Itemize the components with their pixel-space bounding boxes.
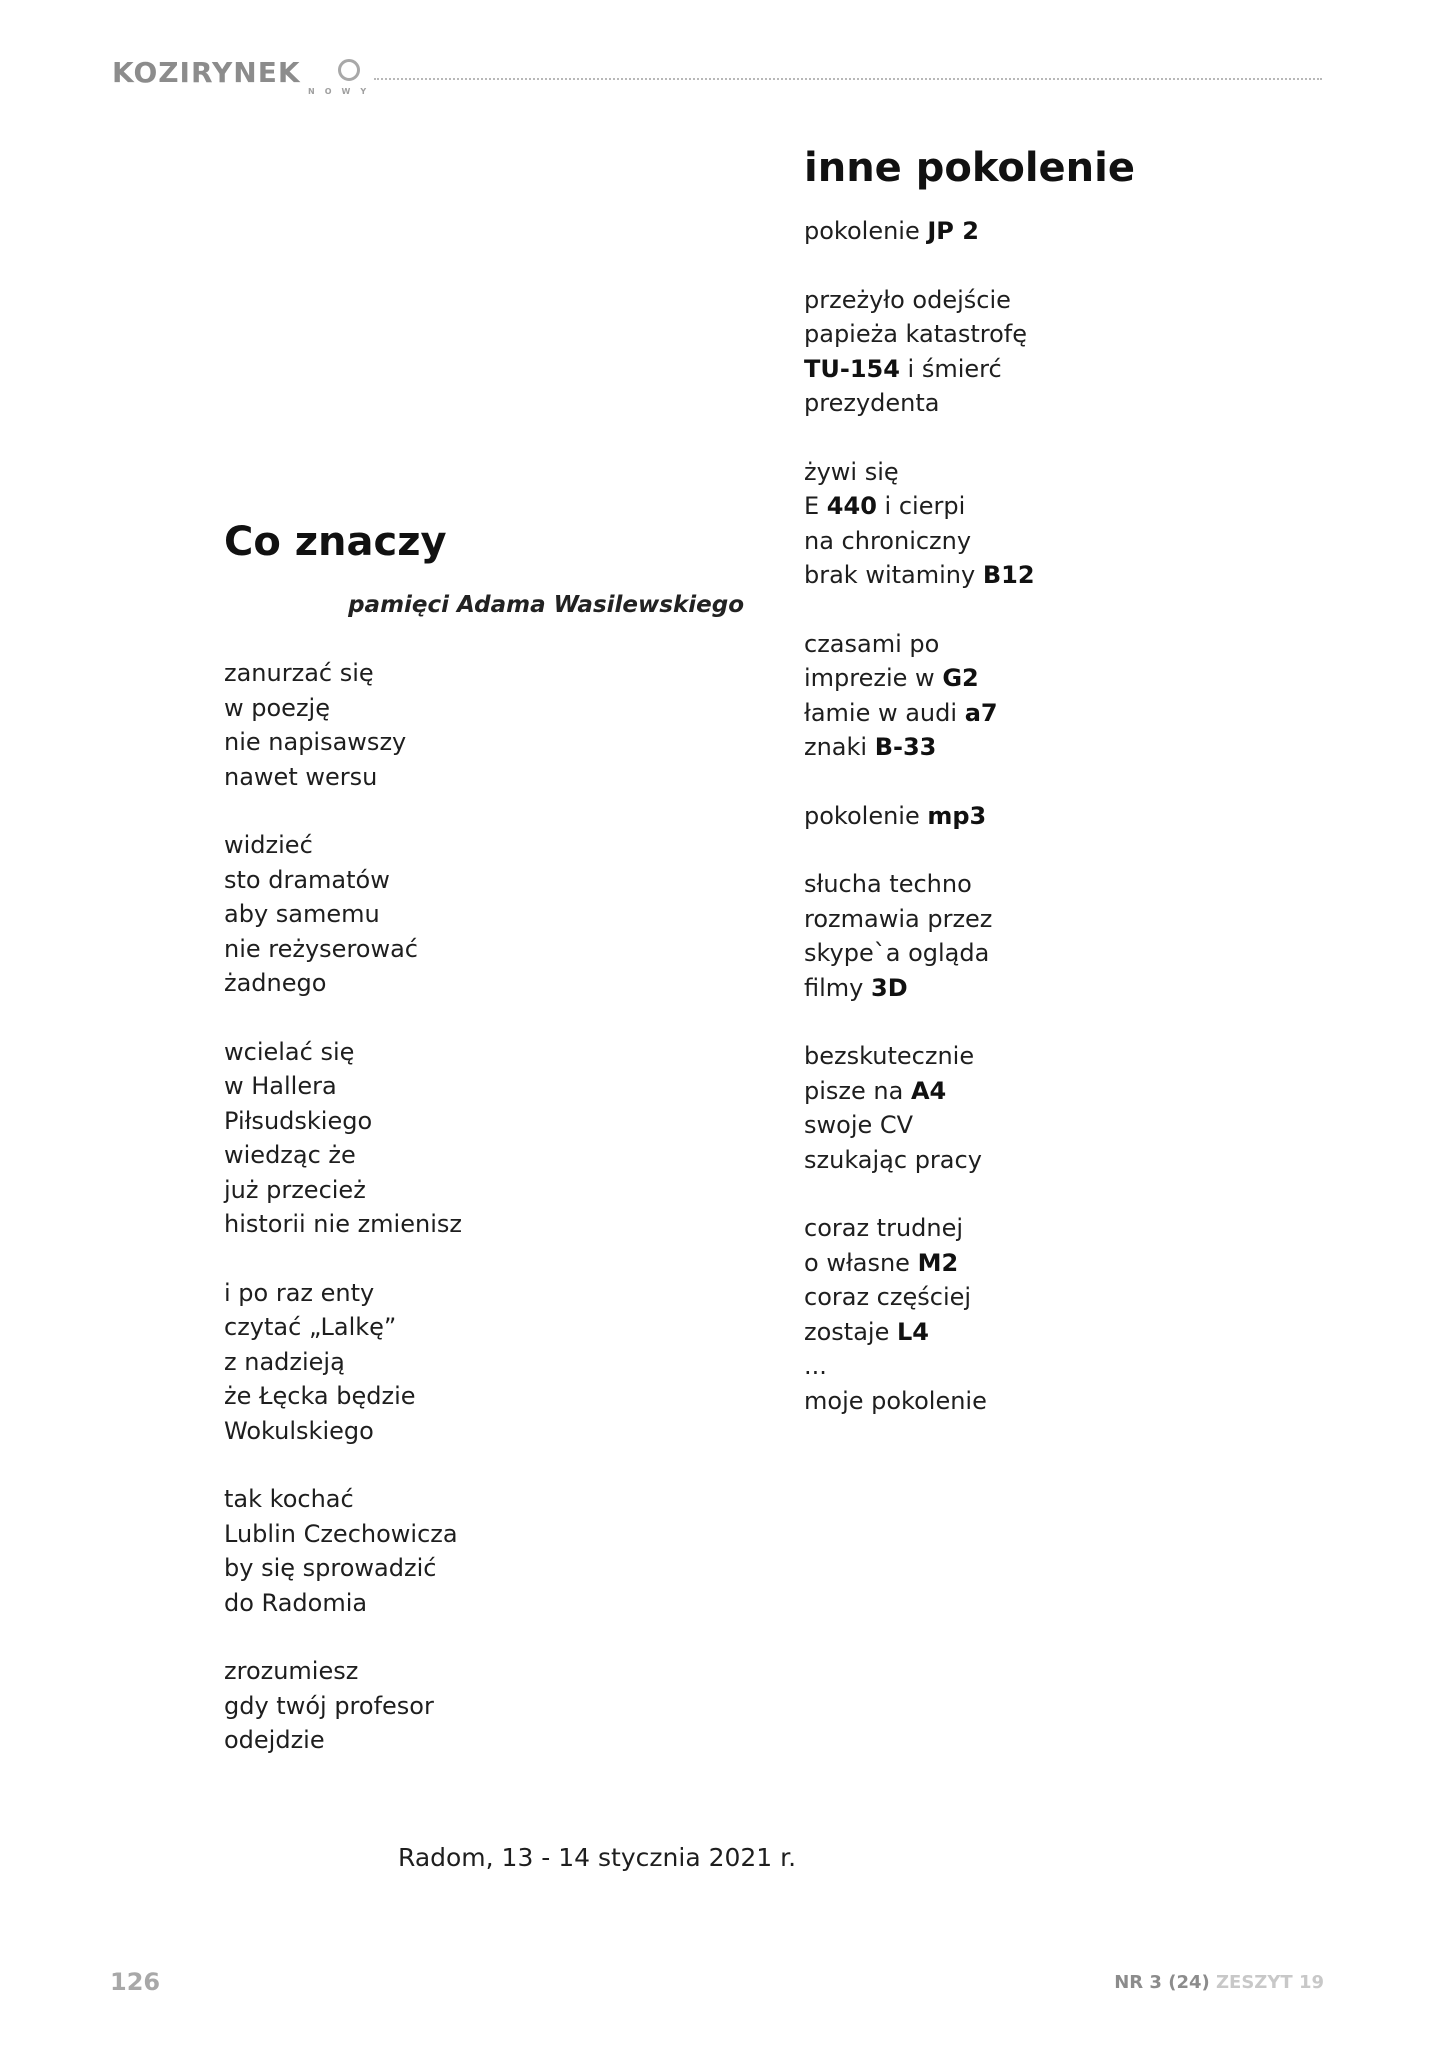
- poem-line: już przecież: [224, 1175, 366, 1204]
- poem-line: [804, 1315, 1324, 1350]
- line-text: imprezie w: [804, 664, 943, 692]
- poem-line: że Łęcka będzie: [224, 1382, 416, 1410]
- poem-line: [804, 455, 1324, 490]
- line-text: łamie w audi: [804, 698, 965, 727]
- stanza: [804, 455, 1324, 593]
- logo-subtitle: NOWY: [308, 87, 377, 96]
- line-text: papieża katastrofę: [804, 320, 1027, 348]
- poem-line: [804, 1246, 1324, 1281]
- bold-term: mp3: [927, 801, 987, 830]
- stanza: [224, 1035, 744, 1242]
- line-text: filmy: [804, 973, 871, 1002]
- line-text: prezydenta: [804, 389, 940, 417]
- poem-title: inne pokolenie: [804, 145, 1135, 191]
- poem-line: [804, 1211, 1324, 1246]
- poem-line: w poezję: [224, 693, 330, 722]
- line-text: szukając pracy: [804, 1145, 982, 1174]
- poem-line: [804, 867, 1324, 902]
- poem-line: [804, 661, 1324, 696]
- line-text: i cierpi: [876, 492, 966, 520]
- poem-line: w Hallera: [224, 1072, 337, 1100]
- line-text: ...: [804, 1352, 827, 1380]
- bold-term: B-33: [874, 733, 937, 761]
- poem-line: [804, 971, 1324, 1006]
- poem-line: i po raz enty: [224, 1278, 375, 1307]
- poem-co-znaczy: [224, 514, 744, 1758]
- issue-number: NR 3 (24): [1114, 1972, 1210, 1993]
- bold-term: a7: [964, 698, 998, 727]
- line-text: skype`a ogląda: [804, 939, 990, 967]
- poem-line: [804, 1143, 1324, 1178]
- zeszyt-number: ZESZYT 19: [1216, 1972, 1324, 1993]
- poem-line: aby samemu: [224, 900, 380, 928]
- poem-line: [804, 386, 1324, 421]
- poem-line: [804, 489, 1324, 524]
- poem-line: [804, 696, 1324, 731]
- poem-line: zrozumiesz: [224, 1657, 359, 1685]
- poem-line: [804, 352, 1324, 387]
- poem-line: [804, 627, 1324, 662]
- line-text: bezskutecznie: [804, 1042, 975, 1070]
- line-text: przeżyło odejście: [804, 285, 1011, 314]
- poem-line: nie reżyserować: [224, 934, 419, 963]
- poem-stanzas: [804, 214, 1324, 1418]
- poem-line: [804, 283, 1324, 318]
- poem-line: gdy twój profesor: [224, 1691, 434, 1720]
- poem-line: [804, 317, 1324, 352]
- line-text: moje pokolenie: [804, 1386, 987, 1415]
- poem-line: z nadzieją: [224, 1347, 345, 1376]
- poem-line: [804, 1349, 1324, 1384]
- poem-dateline: Radom, 13 - 14 stycznia 2021 r.: [398, 1843, 797, 1872]
- stanza: [224, 1654, 744, 1758]
- poem-line: wiedząc że: [224, 1141, 356, 1169]
- page-header: [112, 56, 1322, 100]
- stanza: [224, 656, 744, 794]
- bold-term: G2: [942, 664, 979, 692]
- page-number: 126: [110, 1968, 161, 1996]
- bold-term: M2: [917, 1248, 959, 1277]
- line-text: czasami po: [804, 629, 940, 658]
- poem-line: [804, 1074, 1324, 1109]
- poem-line: [804, 558, 1324, 593]
- poem-line: [804, 1384, 1324, 1419]
- stanza: [804, 867, 1324, 1005]
- bold-term: TU-154: [804, 354, 900, 383]
- line-text: pisze na: [804, 1076, 911, 1105]
- stanza: [804, 1039, 1324, 1177]
- poem-line: Wokulskiego: [224, 1416, 374, 1445]
- line-text: i śmierć: [899, 354, 1002, 383]
- line-text: słucha techno: [804, 870, 972, 898]
- poem-line: [804, 730, 1324, 765]
- line-text: znaki: [804, 733, 875, 761]
- poem-line: nie napisawszy: [224, 728, 407, 756]
- line-text: żywi się: [804, 457, 899, 486]
- line-text: E: [804, 492, 827, 520]
- magazine-logo: KOZIRYNEK: [112, 56, 301, 89]
- line-text: zostaje: [804, 1317, 897, 1346]
- stanza: [804, 214, 1324, 249]
- line-text: coraz częściej: [804, 1283, 972, 1311]
- stanza: [804, 1211, 1324, 1418]
- poem-line: odejdzie: [224, 1726, 325, 1754]
- poem-line: [804, 524, 1324, 559]
- poem-line: [804, 936, 1324, 971]
- header-dotted-rule: [374, 78, 1322, 80]
- poem-line: nawet wersu: [224, 762, 378, 791]
- stanza: [804, 627, 1324, 765]
- poem-line: Lublin Czechowicza: [224, 1519, 458, 1548]
- bold-term: B12: [982, 561, 1035, 589]
- poem-line: do Radomia: [224, 1588, 368, 1617]
- issue-label: [1114, 1972, 1324, 1993]
- stanza: [224, 1482, 744, 1620]
- line-text: coraz trudnej: [804, 1214, 964, 1242]
- poem-line: [804, 1108, 1324, 1143]
- stanza: [804, 799, 1324, 834]
- bold-term: A4: [910, 1076, 947, 1105]
- bold-term: 3D: [871, 973, 908, 1002]
- line-text: na chroniczny: [804, 526, 972, 555]
- poem-line: [804, 902, 1324, 937]
- logo-emblem-icon: [338, 59, 360, 81]
- poem-line: by się sprowadzić: [224, 1554, 437, 1582]
- poem-line: [804, 1280, 1324, 1315]
- stanza: [804, 283, 1324, 421]
- poem-title: Co znaczy: [224, 519, 447, 565]
- line-text: pokolenie: [804, 801, 928, 830]
- bold-term: L4: [896, 1317, 929, 1346]
- poem-line: tak kochać: [224, 1485, 354, 1513]
- line-text: rozmawia przez: [804, 904, 993, 933]
- poem-line: wcielać się: [224, 1037, 355, 1066]
- stanza: [224, 1276, 744, 1449]
- poem-inne-pokolenie: [804, 140, 1324, 1418]
- poem-line: widzieć: [224, 831, 313, 859]
- line-text: o własne: [804, 1248, 918, 1277]
- poem-line: [804, 799, 1324, 834]
- line-text: swoje CV: [804, 1111, 914, 1139]
- stanza: [224, 828, 744, 1001]
- poem-stanzas: [224, 656, 744, 1758]
- poem-line: czytać „Lalkę”: [224, 1313, 397, 1341]
- poem-line: [804, 214, 1324, 249]
- poem-line: zanurzać się: [224, 659, 374, 687]
- poem-line: historii nie zmienisz: [224, 1210, 462, 1238]
- bold-term: 440: [826, 492, 877, 520]
- poem-line: żadnego: [224, 969, 327, 997]
- bold-term: JP 2: [927, 217, 979, 245]
- poem-line: Piłsudskiego: [224, 1106, 373, 1135]
- poem-dedication: pamięci Adama Wasilewskiego: [348, 592, 744, 618]
- line-text: brak witaminy: [804, 561, 983, 589]
- poem-line: sto dramatów: [224, 865, 390, 894]
- line-text: pokolenie: [804, 217, 928, 245]
- poem-line: [804, 1039, 1324, 1074]
